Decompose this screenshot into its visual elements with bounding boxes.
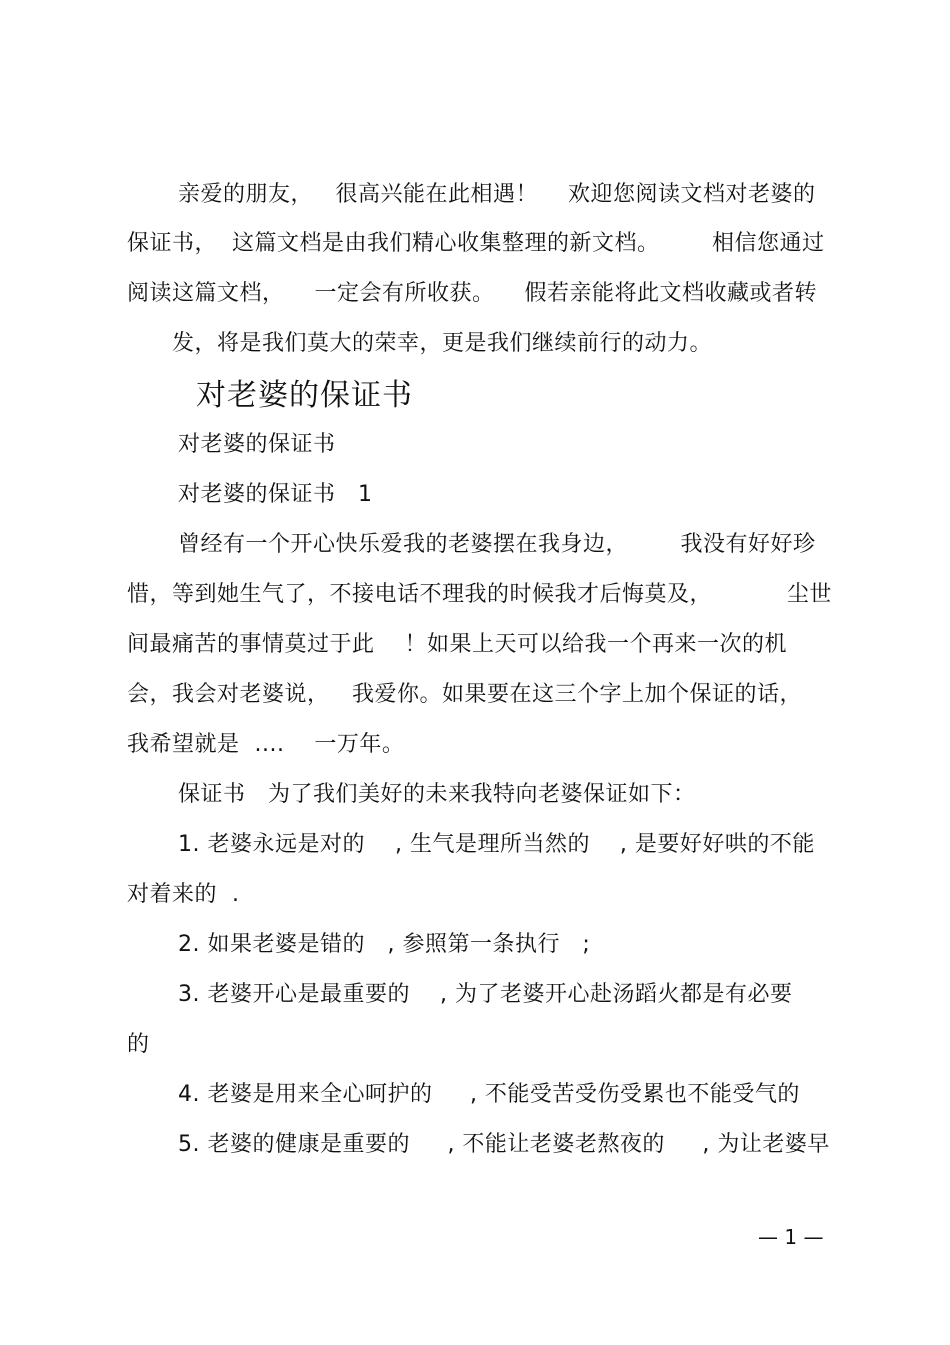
guarantee-intro: 保证书 为了我们美好的未来我特向老婆保证如下： xyxy=(178,782,696,807)
item-4: 4. 老婆是用来全心呵护的 , 不能受苦受伤受累也不能受气的 xyxy=(178,1082,800,1107)
paragraph-1-line-3: 间最痛苦的事情莫过于此 ！如果上天可以给我一个再来一次的机 xyxy=(127,632,787,657)
paragraph-1-line-5: 我希望就是 .... 一万年。 xyxy=(127,732,405,757)
page-number: — 1 — xyxy=(758,1225,824,1249)
intro-line-1: 亲爱的朋友， 很高兴能在此相遇！ 欢迎您阅读文档对老婆的 xyxy=(178,182,816,207)
item-2: 2. 如果老婆是错的 , 参照第一条执行 ; xyxy=(178,932,591,957)
paragraph-1-line-1: 曾经有一个开心快乐爱我的老婆摆在我身边， 我没有好好珍 xyxy=(178,532,816,557)
subtitle-2: 对老婆的保证书 1 xyxy=(178,482,373,507)
document-title: 对老婆的保证书 xyxy=(196,378,413,413)
item-1-line-2: 对着来的 . xyxy=(127,882,240,907)
item-5: 5. 老婆的健康是重要的 , 不能让老婆老熬夜的 , 为让老婆早 xyxy=(178,1132,830,1157)
subtitle-1: 对老婆的保证书 xyxy=(178,432,336,457)
item-3-line-1: 3. 老婆开心是最重要的 , 为了老婆开心赴汤蹈火都是有必要 xyxy=(178,982,793,1007)
item-1-line-1: 1. 老婆永远是对的 , 生气是理所当然的 , 是要好好哄的不能 xyxy=(178,832,815,857)
intro-line-3: 阅读这篇文档， 一定会有所收获。 假若亲能将此文档收藏或者转 xyxy=(127,281,817,306)
intro-line-2: 保证书， 这篇文档是由我们精心收集整理的新文档。 相信您通过 xyxy=(127,231,825,256)
paragraph-1-line-4: 会，我会对老婆说， 我爱你。如果要在这三个字上加个保证的话， xyxy=(127,682,802,707)
intro-line-4: 发，将是我们莫大的荣幸，更是我们继续前行的动力。 xyxy=(172,331,713,356)
paragraph-1-line-2: 惜，等到她生气了，不接电话不理我的时候我才后悔莫及， 尘世 xyxy=(127,582,832,607)
item-3-line-2: 的 xyxy=(127,1032,150,1057)
